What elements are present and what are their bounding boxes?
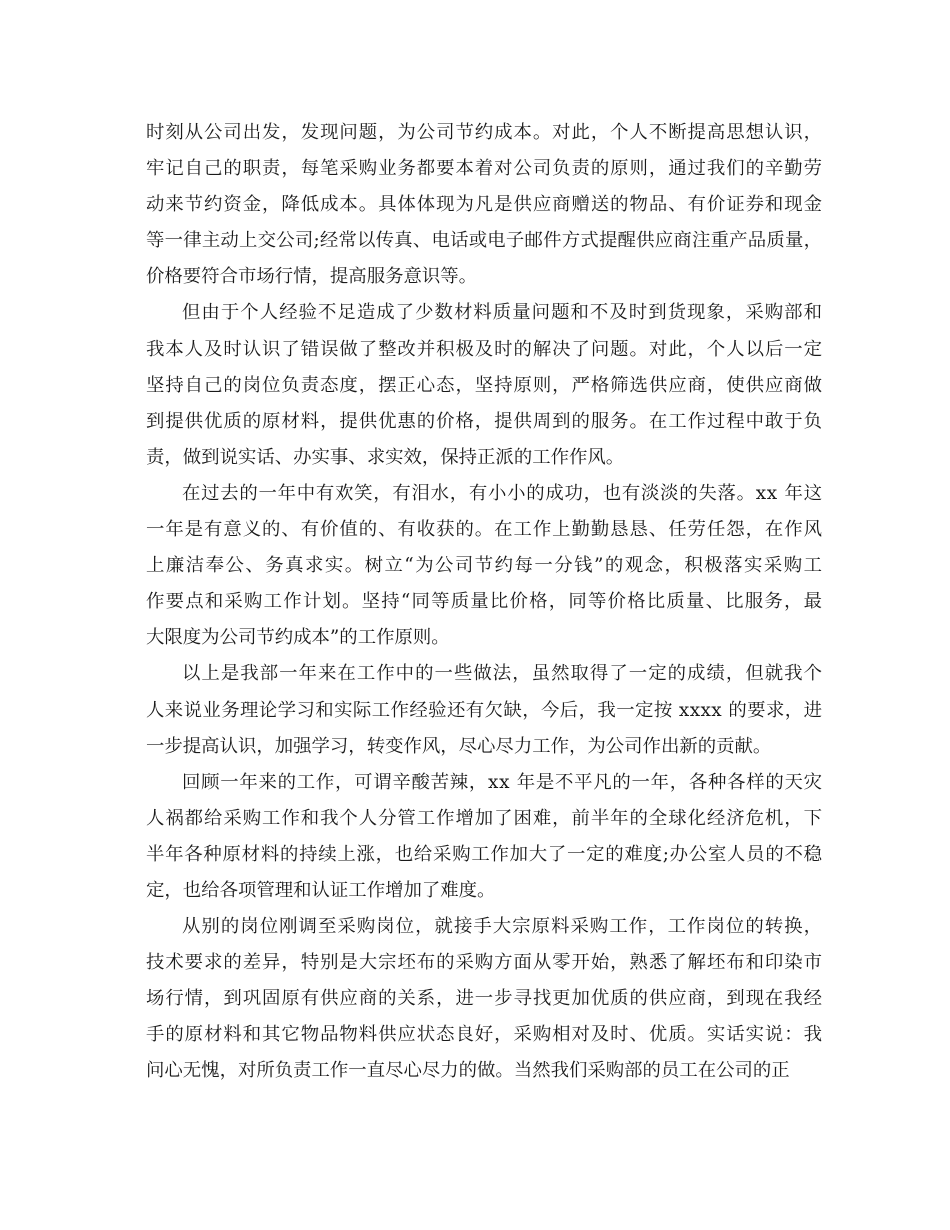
text-line: 手的原材料和其它物品物料供应状态良好，采购相对及时、优质。实话实说：我 — [146, 1024, 823, 1046]
paragraph-first-line: 从别的岗位刚调至采购岗位，就接手大宗原料采购工作，工作岗位的转换， — [182, 916, 824, 938]
text-line: 一年是有意义的、有价值的、有收获的。在工作上勤勤恳恳、任劳任怨，在作风 — [146, 519, 823, 541]
paragraph-first-line: 但由于个人经验不足造成了少数材料质量问题和不及时到货现象，采购部和 — [182, 302, 824, 324]
text-line: 牢记自己的职责，每笔采购业务都要本着对公司负责的原则，通过我们的辛勤劳 — [146, 158, 823, 180]
text-line: 时刻从公司出发，发现问题，为公司节约成本。对此，个人不断提高思想认识， — [146, 122, 823, 143]
text-line: 大限度为公司节约成本”的工作原则。 — [146, 627, 450, 649]
text-line: 场行情，到巩固原有供应商的关系，进一步寻找更加优质的供应商，到现在我经 — [146, 988, 823, 1010]
text-line: 定，也给各项管理和认证工作增加了难度。 — [146, 879, 496, 901]
paragraph-first-line: 以上是我部一年来在工作中的一些做法，虽然取得了一定的成绩，但就我个 — [182, 663, 824, 685]
paragraph-first-line: 在过去的一年中有欢笑，有泪水，有小小的成功，也有淡淡的失落。xx 年这 — [182, 482, 823, 504]
text-line: 等一律主动上交公司;经常以传真、电话或电子邮件方式提醒供应商注重产品质量， — [146, 230, 823, 252]
text-line: 动来节约资金，降低成本。具体体现为凡是供应商赠送的物品、有价证券和现金 — [146, 194, 823, 216]
text-line: 技术要求的差异，特别是大宗坯布的采购方面从零开始，熟悉了解坯布和印染市 — [146, 952, 823, 974]
text-line: 人祸都给采购工作和我个人分管工作增加了困难，前半年的全球化经济危机，下 — [146, 807, 823, 829]
text-line: 半年各种原材料的持续上涨，也给采购工作加大了一定的难度;办公室人员的不稳 — [146, 843, 823, 865]
text-line: 坚持自己的岗位负责态度，摆正心态，坚持原则，严格筛选供应商，使供应商做 — [146, 374, 823, 396]
text-line: 责，做到说实话、办实事、求实效，保持正派的工作作风。 — [146, 446, 625, 468]
document-body — [146, 115, 822, 1090]
text-line: 作要点和采购工作计划。坚持“同等质量比价格，同等价格比质量、比服务，最 — [146, 591, 824, 613]
text-line: 人来说业务理论学习和实际工作经验还有欠缺，今后，我一定按 xxxx 的要求，进 — [146, 699, 823, 721]
text-line: 问心无愧，对所负责工作一直尽心尽力的做。当然我们采购部的员工在公司的正 — [146, 1060, 790, 1082]
text-line: 价格要符合市场行情，提高服务意识等。 — [146, 266, 478, 288]
text-line: 上廉洁奉公、务真求实。树立“为公司节约每一分钱”的观念，积极落实采购工 — [146, 555, 824, 577]
paragraph-first-line: 回顾一年来的工作，可谓辛酸苦辣，xx 年是不平凡的一年，各种各样的天灾 — [182, 771, 823, 793]
text-line: 到提供优质的原材料，提供优惠的价格，提供周到的服务。在工作过程中敢于负 — [146, 410, 823, 432]
text-line: 我本人及时认识了错误做了整改并积极及时的解决了问题。对此，个人以后一定 — [146, 338, 823, 360]
text-line: 一步提高认识，加强学习，转变作风，尽心尽力工作，为公司作出新的贡献。 — [146, 735, 772, 757]
